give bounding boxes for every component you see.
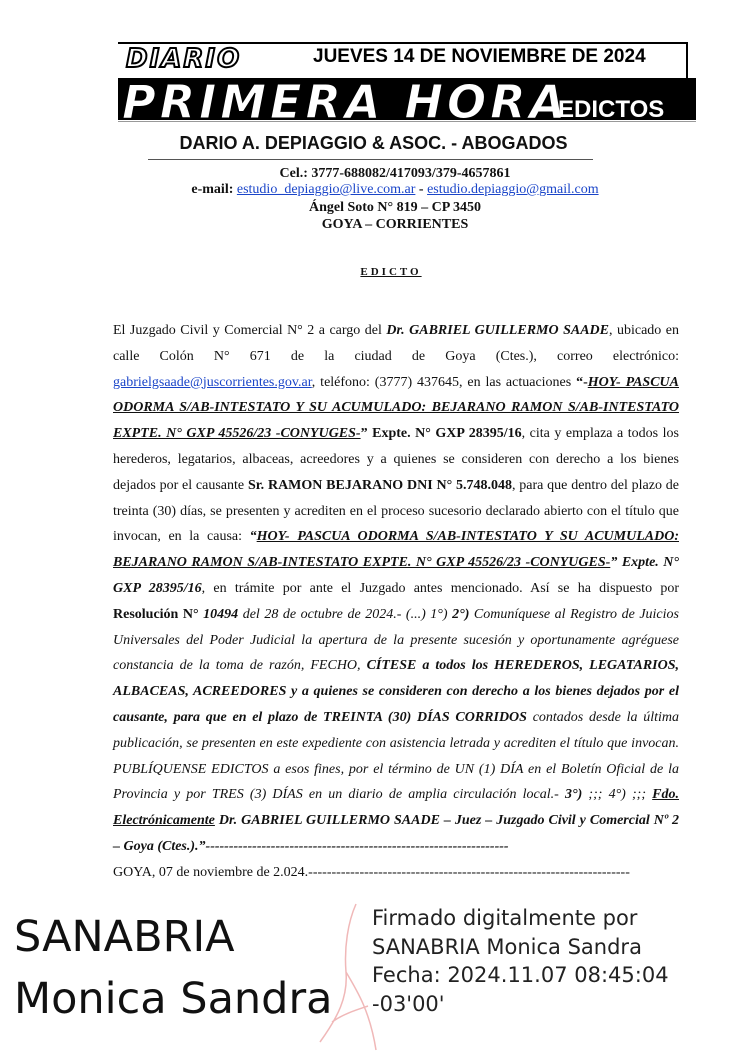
firm-email-line [0, 182, 747, 197]
judge-signature-text: Dr. GABRIEL GUILLERMO SAADE – Juez – Juzgado Civil y Comercial Nº 2 – Goya (Ctes.).”----------------------------------------------------------------- [113, 813, 679, 854]
firm-divider [148, 159, 593, 160]
masthead-underline [118, 121, 696, 122]
firm-address: Ángel Soto N° 819 – CP 3450 [308, 200, 482, 215]
citese-clause: CÍTESE a todos los HEREDEROS, LEGATARIOS, ALBACEAS, ACREEDORES y a quienes se consideren con derecho a los bienes dejados por el causante, para que en el plazo de TREINTA (30) DÍAS CORRIDOS [113, 658, 680, 725]
text-run: , en trámite por ante el Juzgado antes mencionado. Así se ha dispuesto por [201, 580, 679, 596]
email-link-2[interactable]: estudio.depiaggio@gmail.com [427, 182, 599, 197]
text-run: ;;; 4°) ;;; [582, 787, 653, 803]
signer-name [14, 906, 333, 1030]
signature-timezone: -03'00' [372, 991, 445, 1016]
signer-name-line-2: Monica Sandra [14, 974, 333, 1024]
masthead-band [118, 78, 696, 120]
masthead-primera-hora-logo: PRIMERA HORA [122, 78, 570, 120]
quote-mark: ” [360, 426, 368, 442]
court-email-link[interactable]: gabrielgsaade@juscorrientes.gov.ar [113, 374, 312, 390]
signature-info-line: SANABRIA Monica Sandra [372, 934, 642, 959]
edicto-paragraph [113, 318, 679, 860]
case-title-1: HOY- PASCUA ODORMA S/AB-INTESTATO Y SU ACUMULADO: BEJARANO RAMON S/AB-INTESTATO EXPTE. N° GXP 45526/23 -CONYUGES- [113, 374, 679, 442]
edicto-title: EDICTO [360, 266, 422, 278]
email-separator: - [415, 182, 428, 197]
signature-date: Fecha: 2024.11.07 08:45:04 [372, 963, 669, 987]
masthead-diario-logo: DIARIO [126, 44, 242, 74]
masthead-section-label: EDICTOS [558, 96, 665, 120]
signature-info [372, 904, 669, 1018]
causante-name: Sr. RAMON BEJARANO DNI N° 5.748.048 [247, 477, 512, 493]
item-number: 3°) [565, 787, 583, 803]
fdo-label: Fdo. Electrónicamente [113, 787, 680, 829]
firm-name: DARIO A. DEPIAGGIO & ASOC. - ABOGADOS [179, 133, 568, 153]
text-run: Comuníquese al Registro de Juicios Universales del Poder Judicial la apertura de la presente sucesión y oportunamente agréguese constancia de la toma de razón, FECHO, [113, 606, 679, 674]
firm-phone: Cel.: 3777-688082/417093/379-4657861 [279, 166, 511, 181]
item-number: 2°) [452, 606, 470, 622]
resolucion-label: Resolución N° [113, 606, 199, 622]
masthead-date: JUEVES 14 DE NOVIEMBRE DE 2024 [313, 46, 646, 67]
signature-mark-icon [318, 902, 378, 1052]
text-run: , cita y emplaza a todos los herederos, legatarios, albaceas, acreedores y a quienes se consideren con derecho a los bienes dejados por el causante [113, 426, 679, 493]
text-run: , teléfono: (3777) 437645, en las actuaciones [311, 374, 577, 390]
newspaper-masthead [118, 38, 688, 122]
case-title-2: HOY- PASCUA ODORMA S/AB-INTESTATO Y SU ACUMULADO: BEJARANO RAMON S/AB-INTESTATO EXPTE. N° GXP 45526/23 -CONYUGES- [113, 529, 679, 571]
text-run: contados desde la última publicación, se presenten en este expediente con asistencia letrada y acrediten el título que invocan. PUBLÍQUENSE EDICTOS a esos fines, por el término de UN (1) DÍA en el Boletín Oficial de la Provincia y por TRES (3) DÍAS en un diario de amplia circulación local.- [113, 709, 679, 803]
quote-mark: “- [576, 374, 588, 390]
expte-number-2: ” Expte. N° GXP 28395/16 [113, 555, 680, 596]
email-link-1[interactable]: estudio_depiaggio@live.com.ar [236, 182, 416, 197]
resolucion-number: 10494 [198, 606, 239, 622]
edicto-body [113, 318, 679, 886]
closing-line: GOYA, 07 de noviembre de 2.024.--------------------------------------------------------------------- [113, 864, 630, 880]
judge-name: Dr. GABRIEL GUILLERMO SAADE [386, 323, 609, 338]
expte-number-1: Expte. N° GXP 28395/16 [367, 426, 522, 442]
quote-mark: “ [249, 529, 257, 545]
firm-city: GOYA – CORRIENTES [321, 217, 469, 232]
text-run: , para que dentro del plazo de treinta (30) días, se presenten y acrediten en el proceso sucesorio declarado abierto con el título que invocan, en la causa: [113, 477, 679, 545]
text-run: El Juzgado Civil y Comercial N° 2 a cargo del [113, 323, 387, 338]
text-run: , ubicado en calle Colón N° 671 de la ciudad de Goya (Ctes.), correo electrónico: [113, 323, 679, 364]
signer-name-line-1: SANABRIA [14, 912, 235, 962]
signature-info-line: Firmado digitalmente por [372, 906, 638, 930]
resolucion-date: del 28 de octubre de 2024.- (...) 1°) [238, 606, 453, 622]
email-label: e-mail: [191, 182, 234, 197]
